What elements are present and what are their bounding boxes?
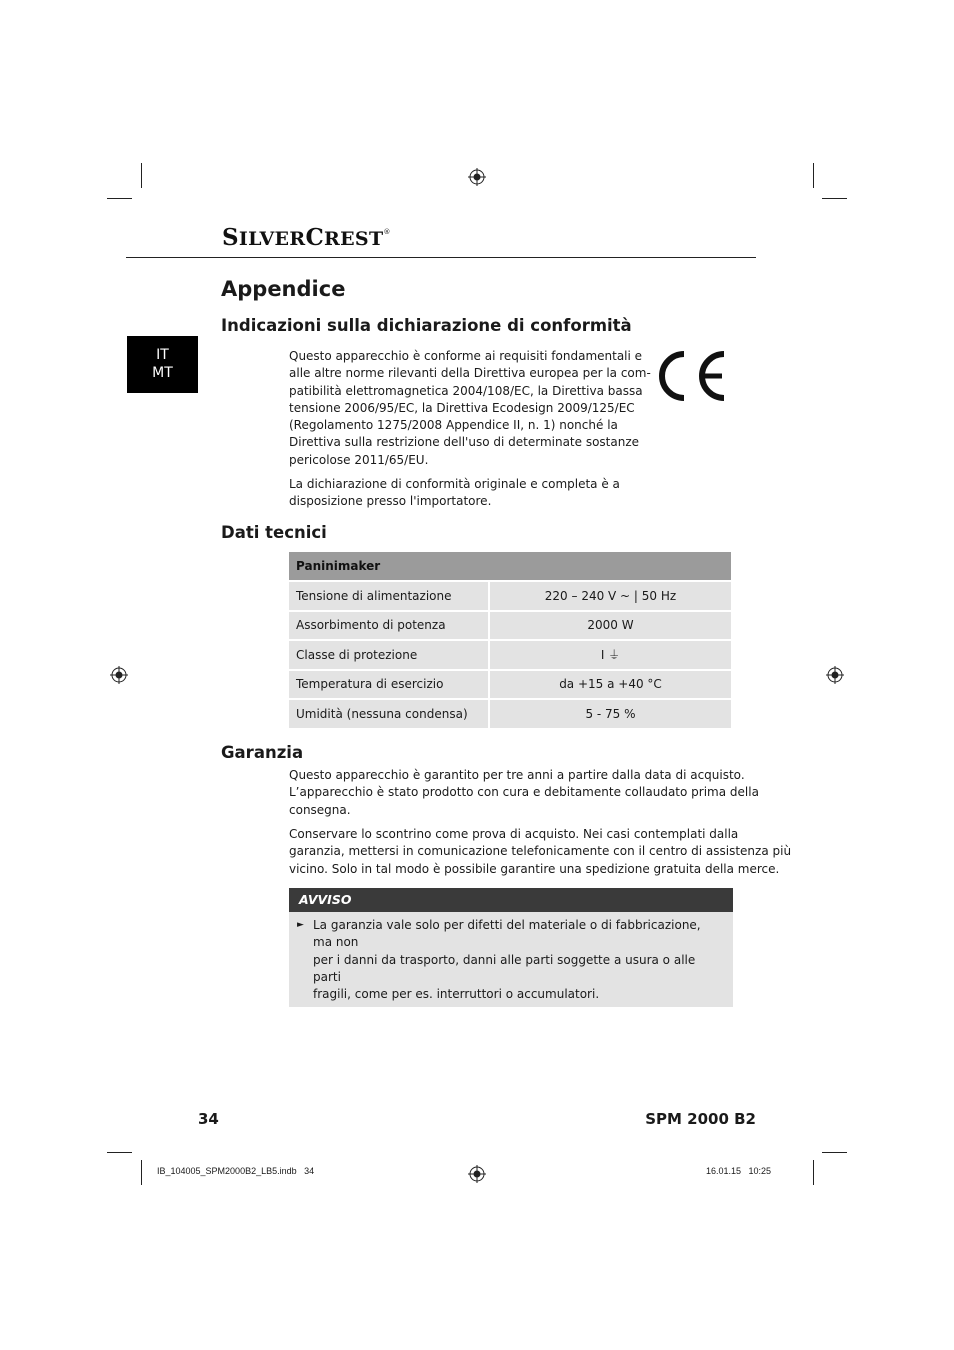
text-line: alle altre norme rilevanti della Direttiva europea per la com- [289, 366, 651, 381]
print-date-info: 16.01.15 10:25 [706, 1166, 772, 1176]
registration-mark-icon [468, 1165, 486, 1183]
ce-mark-icon [654, 349, 728, 403]
brand-text: ILVER [238, 228, 306, 250]
text-line: La garanzia vale solo per difetti del materiale o di fabbricazione, ma non [313, 918, 701, 950]
text-line: pericolose 2011/65/EU. [289, 452, 429, 467]
registration-mark-icon [110, 666, 128, 684]
text-line: L’apparecchio è stato prodotto con cura e debitamente collaudato prima della [289, 785, 759, 800]
table-cell-value: 5 - 75 % [489, 699, 731, 729]
table-row [289, 640, 731, 670]
brand-letter: C [305, 224, 325, 251]
text-line: fragili, come per es. interruttori o accumulatori. [313, 987, 600, 1002]
crop-mark [813, 1160, 814, 1185]
text-line: Direttiva sulla restrizione dell'uso di determinate sostanze [289, 435, 640, 450]
warranty-receipt-paragraph [289, 826, 791, 878]
brand-text: REST [324, 228, 384, 250]
text-line: patibilità elettromagnetica 2004/108/EC, la Direttiva bassa [289, 383, 643, 398]
table-cell-label: Temperatura di esercizio [289, 670, 489, 700]
notice-body [289, 912, 733, 1007]
crop-mark [107, 198, 132, 199]
warranty-paragraph [289, 767, 759, 819]
text-line: per i danni da trasporto, danni alle parti soggette a usura o alle parti [313, 952, 696, 984]
table-cell-label: Assorbimento di potenza [289, 611, 489, 641]
section-heading-tech: Dati tecnici [221, 523, 327, 542]
table-cell-label: Tensione di alimentazione [289, 581, 489, 611]
text-line: (Regolamento 1275/2008 Appendice II, n. 1) nonché la [289, 418, 618, 433]
table-cell-value: I ⏚ [489, 640, 731, 670]
notice-box [289, 888, 733, 1007]
section-heading-conformity: Indicazioni sulla dichiarazione di conformità [221, 316, 632, 335]
section-heading-warranty: Garanzia [221, 743, 304, 762]
table-cell-label: Classe di protezione [289, 640, 489, 670]
text-line: vicino. Solo in tal modo è possibile garantire una spedizione gratuita della merce. [289, 861, 780, 876]
crop-mark [822, 1152, 847, 1153]
language-code: MT [152, 365, 173, 381]
crop-mark [107, 1152, 132, 1153]
text-line: tensione 2006/95/EC, la Direttiva Ecodesign 2009/125/EC [289, 400, 635, 415]
bullet-arrow-icon: ► [297, 920, 304, 930]
table-row [289, 581, 731, 611]
brand-logo [222, 224, 391, 251]
language-code: IT [156, 347, 169, 363]
table-cell-value: 2000 W [489, 611, 731, 641]
language-tab [127, 336, 198, 393]
header-rule [126, 257, 756, 258]
print-file-info: IB_104005_SPM2000B2_LB5.indb 34 [157, 1166, 315, 1176]
page-title: Appendice [221, 277, 346, 301]
conformity-paragraph [289, 348, 651, 469]
text-line: disposizione presso l'importatore. [289, 494, 492, 509]
page-number: 34 [198, 1110, 219, 1128]
registered-mark: ® [383, 228, 391, 236]
notice-title: AVVISO [289, 888, 733, 912]
tech-data-table [289, 552, 731, 730]
registration-mark-icon [468, 168, 486, 186]
crop-mark [822, 198, 847, 199]
text-line: Conservare lo scontrino come prova di acquisto. Nei casi contemplati dalla [289, 827, 739, 841]
crop-mark [813, 163, 814, 188]
table-row [289, 699, 731, 729]
brand-letter: S [222, 224, 239, 251]
text-line: La dichiarazione di conformità originale e completa è a [289, 477, 620, 491]
table-cell-value: da +15 a +40 °C [489, 670, 731, 700]
conformity-availability-paragraph [289, 476, 620, 511]
crop-mark [141, 163, 142, 188]
text-line: Questo apparecchio è conforme ai requisiti fondamentali e [289, 349, 643, 363]
table-row [289, 611, 731, 641]
registration-mark-icon [826, 666, 844, 684]
model-number: SPM 2000 B2 [645, 1110, 756, 1128]
table-header: Paninimaker [289, 552, 731, 581]
text-line: Questo apparecchio è garantito per tre anni a partire dalla data di acquisto. [289, 768, 745, 782]
text-line: garanzia, mettersi in comunicazione telefonicamente con il centro di assistenza più [289, 844, 792, 859]
table-header-row [289, 552, 731, 581]
table-row [289, 670, 731, 700]
table-cell-value: 220 – 240 V ~ | 50 Hz [489, 581, 731, 611]
crop-mark [141, 1160, 142, 1185]
table-cell-label: Umidità (nessuna condensa) [289, 699, 489, 729]
text-line: consegna. [289, 802, 351, 817]
